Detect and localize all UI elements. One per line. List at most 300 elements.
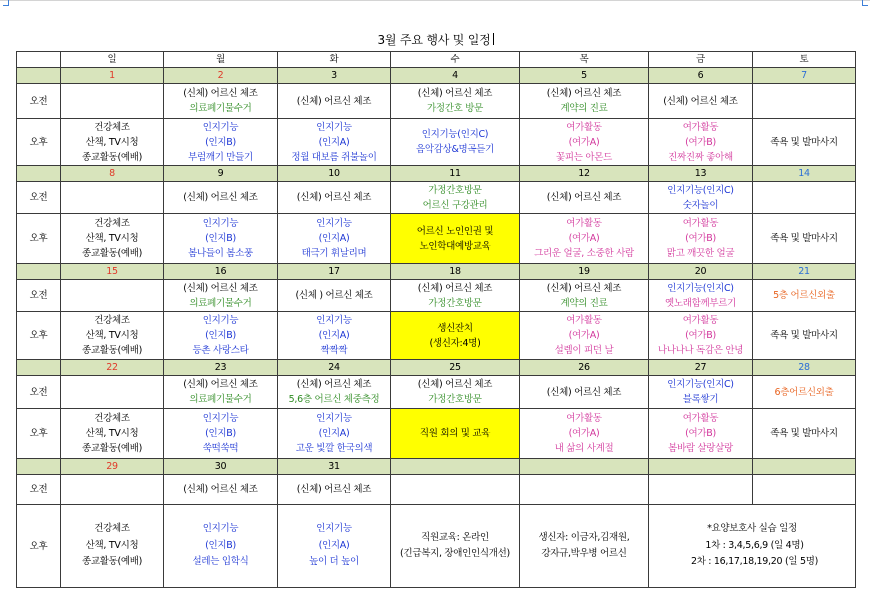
header-cell-sun[interactable] xyxy=(61,52,164,68)
schedule-line: 종교활동(예배) xyxy=(81,151,143,163)
am-row xyxy=(17,182,856,214)
date-number: 23 xyxy=(214,362,227,373)
schedule-line: (신체) 어르신 체조 xyxy=(296,95,372,107)
schedule-line: (신체) 어르신 체조 xyxy=(417,379,493,390)
date-number: 1 xyxy=(109,70,115,81)
schedule-line: (여가A) xyxy=(568,136,600,148)
day-of-week-label: 토 xyxy=(799,54,809,65)
time-label-cell[interactable] xyxy=(17,214,61,264)
schedule-line: 의료폐기물수거 xyxy=(189,394,252,405)
schedule-line: (인지A) xyxy=(318,428,350,439)
schedule-line: 건강체조 xyxy=(94,218,130,229)
schedule-line: 의료폐기물수거 xyxy=(189,297,252,309)
schedule-cell-fri-pm[interactable] xyxy=(649,214,753,264)
schedule-line: (인지B) xyxy=(205,233,236,244)
time-label-cell[interactable] xyxy=(17,182,61,214)
header-cell-sat[interactable] xyxy=(753,52,856,68)
schedule-line: 봄나들이 봄소풍 xyxy=(188,248,253,259)
schedule-cell-wed-pm[interactable] xyxy=(391,312,520,360)
schedule-line: (여가A) xyxy=(568,330,600,341)
date-cell-thu[interactable] xyxy=(520,459,649,475)
schedule-cell-sun-am[interactable] xyxy=(61,475,164,505)
schedule-line: 5층 어르신외출 xyxy=(773,290,835,301)
schedule-line: 인지기능 xyxy=(202,218,239,229)
schedule-cell-sun-am[interactable] xyxy=(61,84,164,119)
schedule-line: 인지기능 xyxy=(202,121,239,133)
schedule-cell-sat-am[interactable] xyxy=(753,376,856,409)
schedule-line: 어르신 노인인권 및 xyxy=(416,225,494,237)
date-number: 28 xyxy=(798,362,810,373)
date-cell-sun[interactable] xyxy=(61,68,164,84)
date-cell-fri[interactable] xyxy=(649,360,753,376)
schedule-line: 태극기 휘날리며 xyxy=(301,248,367,259)
schedule-line: (인지A) xyxy=(318,136,350,148)
schedule-line: 6층어르신외출 xyxy=(774,386,834,398)
schedule-cell-wed-am[interactable] xyxy=(391,280,520,312)
schedule-line: 설레는 입학식 xyxy=(192,556,249,568)
am-row xyxy=(17,475,856,505)
schedule-line: 종교활동(예배) xyxy=(81,345,143,356)
time-label: 오후 xyxy=(29,428,48,439)
schedule-cell-mon-am[interactable] xyxy=(164,475,278,505)
day-of-week-label: 월 xyxy=(216,54,225,65)
date-number: 21 xyxy=(798,266,810,277)
schedule-line: (여가A) xyxy=(568,233,600,244)
schedule-line: (신체) 어르신 체조 xyxy=(296,379,372,390)
schedule-line: 직원교육: 온라인 xyxy=(421,531,489,543)
am-row xyxy=(17,84,856,119)
date-cell-wed[interactable] xyxy=(391,264,520,280)
date-cell-wed[interactable] xyxy=(391,459,520,475)
schedule-line: 여가활동 xyxy=(566,413,602,424)
date-cell-sat[interactable] xyxy=(753,166,856,182)
time-label-cell[interactable] xyxy=(17,280,61,312)
date-number: 2 xyxy=(217,70,224,81)
date-number: 24 xyxy=(328,362,340,373)
date-row xyxy=(17,360,856,376)
schedule-line: 나나나나 독감은 안녕 xyxy=(657,345,744,356)
date-cell-sat[interactable] xyxy=(753,360,856,376)
schedule-cell-thu-pm[interactable] xyxy=(520,409,649,459)
schedule-line: 맑고 깨끗한 얼굴 xyxy=(666,248,735,259)
schedule-line: 인지기능 xyxy=(202,315,239,326)
date-number: 17 xyxy=(328,266,340,277)
schedule-line: 꽃피는 아몬드 xyxy=(556,151,612,163)
schedule-line: (여가B) xyxy=(685,233,716,244)
schedule-line: 강자규,박우병 어르신 xyxy=(541,548,627,559)
date-cell-fri[interactable] xyxy=(649,264,753,280)
schedule-cell-wed-am[interactable] xyxy=(391,182,520,214)
schedule-line: 내 삶의 사계절 xyxy=(554,443,614,454)
date-number: 4 xyxy=(452,70,458,81)
schedule-line: 여가활동 xyxy=(682,218,719,229)
schedule-cell-sat-pm[interactable] xyxy=(753,312,856,360)
schedule-cell-mon-am[interactable] xyxy=(164,376,278,409)
schedule-cell-tue-am[interactable] xyxy=(278,280,391,312)
schedule-cell-fri-am[interactable] xyxy=(649,475,753,505)
time-label-cell[interactable] xyxy=(17,409,61,459)
schedule-line: 인지기능(인지C) xyxy=(667,282,734,294)
schedule-line: 족욕 및 발마사지 xyxy=(770,233,838,244)
date-number: 30 xyxy=(214,461,227,472)
date-number: 27 xyxy=(694,362,707,373)
time-label-cell[interactable] xyxy=(17,312,61,360)
am-row xyxy=(17,280,856,312)
schedule-cell-mon-pm[interactable] xyxy=(164,312,278,360)
date-number: 3 xyxy=(331,70,337,81)
date-row xyxy=(17,459,856,475)
date-cell-fri[interactable] xyxy=(649,459,753,475)
date-cell-wed[interactable] xyxy=(391,68,520,84)
day-of-week-label: 목 xyxy=(579,54,589,65)
page-corner-marker-top-right xyxy=(862,0,868,6)
schedule-cell-wed-am[interactable] xyxy=(391,376,520,409)
date-cell-thu[interactable] xyxy=(520,68,649,84)
schedule-line: 그리운 얼굴, 소중한 사람 xyxy=(534,248,634,259)
schedule-cell-wed-pm[interactable] xyxy=(391,409,520,459)
schedule-cell-fri-pm[interactable] xyxy=(649,312,753,360)
date-cell-fri[interactable] xyxy=(649,68,753,84)
date-number: 22 xyxy=(106,362,118,373)
schedule-cell-sun-pm[interactable] xyxy=(61,505,164,588)
schedule-line: 건강체조 xyxy=(94,121,130,133)
schedule-line: (여가B) xyxy=(685,136,716,148)
schedule-cell-fri-am[interactable] xyxy=(649,84,753,119)
schedule-line: 인지기능 xyxy=(202,413,239,424)
text-cursor xyxy=(493,33,494,45)
schedule-line: (인지A) xyxy=(318,539,350,551)
schedule-line: (신체) 어르신 체조 xyxy=(183,282,258,294)
date-cell-mon[interactable] xyxy=(164,459,278,475)
schedule-cell-fri-am[interactable] xyxy=(649,376,753,409)
time-label: 오전 xyxy=(29,95,48,107)
schedule-line: (인지B) xyxy=(205,539,236,551)
date-cell-tue[interactable] xyxy=(278,459,391,475)
schedule-cell-sat-am[interactable] xyxy=(753,84,856,119)
date-cell-sat[interactable] xyxy=(753,264,856,280)
schedule-line: (여가B) xyxy=(685,428,716,439)
schedule-line: 설렘이 피던 날 xyxy=(554,345,614,356)
schedule-line: 족욕 및 발마사지 xyxy=(770,330,838,341)
schedule-line: 고운 빛깔 한국의색 xyxy=(295,443,373,454)
date-number: 29 xyxy=(106,461,118,472)
schedule-line: (신체) 어르신 체조 xyxy=(296,192,372,203)
date-cell-mon[interactable] xyxy=(164,166,278,182)
schedule-cell-thu-am[interactable] xyxy=(520,475,649,505)
pm-row xyxy=(17,214,856,264)
schedule-cell-thu-pm[interactable] xyxy=(520,119,649,166)
time-label: 오전 xyxy=(29,290,48,301)
date-cell-wed[interactable] xyxy=(391,166,520,182)
schedule-line: 산책, TV시청 xyxy=(85,330,139,341)
date-row-label-cell[interactable] xyxy=(17,166,61,182)
schedule-line: 인지기능(인지C) xyxy=(421,129,489,140)
schedule-cell-sun-am[interactable] xyxy=(61,376,164,409)
date-number: 19 xyxy=(578,266,590,277)
schedule-cell-sun-pm[interactable] xyxy=(61,409,164,459)
time-label-cell[interactable] xyxy=(17,84,61,119)
schedule-line: 봄바람 살랑살랑 xyxy=(668,443,733,454)
schedule-line: 여가활동 xyxy=(566,121,602,133)
schedule-cell-thu-pm[interactable] xyxy=(520,214,649,264)
schedule-line: 쑥떡쑥떡 xyxy=(202,443,239,454)
schedule-cell-mon-pm[interactable] xyxy=(164,505,278,588)
schedule-line: 의료폐기물수거 xyxy=(189,103,252,114)
schedule-cell-tue-am[interactable] xyxy=(278,84,391,119)
schedule-line: (긴급복지, 장애인인식개선) xyxy=(400,548,510,559)
schedule-line: (신체) 어르신 체조 xyxy=(183,192,258,203)
schedule-line: (신체) 어르신 체조 xyxy=(546,386,622,398)
schedule-line: (신체) 어르신 체조 xyxy=(296,484,372,495)
schedule-line: 인지기능 xyxy=(202,523,239,535)
schedule-line: 인지기능 xyxy=(316,315,352,326)
schedule-line: 종교활동(예배) xyxy=(81,443,143,454)
time-label: 오전 xyxy=(29,386,48,398)
header-cell-fri[interactable] xyxy=(649,52,753,68)
schedule-cell-thu-am[interactable] xyxy=(520,84,649,119)
schedule-line: (신체) 어르신 체조 xyxy=(183,379,258,390)
date-row-label-cell[interactable] xyxy=(17,459,61,475)
schedule-cell-tue-am[interactable] xyxy=(278,475,391,505)
header-cell-mon[interactable] xyxy=(164,52,278,68)
schedule-line: 옛노래함께부르기 xyxy=(664,297,737,309)
date-cell-mon[interactable] xyxy=(164,68,278,84)
schedule-line: 산책, TV시청 xyxy=(85,539,139,551)
schedule-cell-mon-am[interactable] xyxy=(164,182,278,214)
date-cell-tue[interactable] xyxy=(278,166,391,182)
schedule-line: 가정간호방문 xyxy=(428,297,482,309)
schedule-line: (여가B) xyxy=(685,330,716,341)
date-cell-sun[interactable] xyxy=(61,264,164,280)
schedule-line: (신체) 어르신 체조 xyxy=(546,88,622,99)
schedule-line: (여가A) xyxy=(568,428,600,439)
date-number: 20 xyxy=(694,266,707,277)
schedule-cell-wed-pm[interactable] xyxy=(391,119,520,166)
schedule-cell-sun-am[interactable] xyxy=(61,182,164,214)
date-cell-wed[interactable] xyxy=(391,360,520,376)
schedule-line: 블록쌓기 xyxy=(682,394,719,405)
time-label: 오전 xyxy=(29,484,48,495)
schedule-line: (인지B) xyxy=(205,330,236,341)
pm-row xyxy=(17,505,856,588)
pm-row xyxy=(17,312,856,360)
time-label: 오후 xyxy=(29,330,48,341)
schedule-line: 등촌 사랑스타 xyxy=(192,345,249,356)
schedule-line: 여가활동 xyxy=(566,315,602,326)
schedule-cell-thu-am[interactable] xyxy=(520,182,649,214)
schedule-line: 생신잔치 xyxy=(437,322,473,334)
schedule-line: (인지B) xyxy=(205,428,236,439)
schedule-cell-fri-am[interactable] xyxy=(649,182,753,214)
header-row xyxy=(17,52,856,68)
date-cell-sat[interactable] xyxy=(753,459,856,475)
date-row-label-cell[interactable] xyxy=(17,264,61,280)
schedule-cell-sun-am[interactable] xyxy=(61,280,164,312)
schedule-cell-thu-am[interactable] xyxy=(520,376,649,409)
pm-row xyxy=(17,119,856,166)
schedule-line: 산책, TV시청 xyxy=(85,233,139,244)
date-number: 14 xyxy=(798,168,810,179)
schedule-line: 진짜진짜 좋아해 xyxy=(668,151,733,163)
date-number: 15 xyxy=(106,266,118,277)
schedule-line: 종교활동(예배) xyxy=(81,556,143,568)
schedule-line: 인지기능 xyxy=(316,121,352,133)
date-cell-tue[interactable] xyxy=(278,360,391,376)
schedule-cell-sat-am[interactable] xyxy=(753,475,856,505)
schedule-cell-thu-pm[interactable] xyxy=(520,312,649,360)
page-corner-marker-top-left xyxy=(3,0,9,6)
schedule-cell-mon-pm[interactable] xyxy=(164,119,278,166)
schedule-table xyxy=(16,51,856,588)
schedule-cell-sun-pm[interactable] xyxy=(61,312,164,360)
schedule-line: 짝짝짝 xyxy=(320,345,348,356)
schedule-line: 가정간호방문 xyxy=(428,394,482,405)
schedule-cell-wed-pm[interactable] xyxy=(391,505,520,588)
schedule-cell-tue-pm[interactable] xyxy=(278,409,391,459)
header-cell-thu[interactable] xyxy=(520,52,649,68)
date-cell-sat[interactable] xyxy=(753,68,856,84)
header-cell-tue[interactable] xyxy=(278,52,391,68)
schedule-line: 족욕 및 발마사지 xyxy=(770,428,838,439)
date-cell-mon[interactable] xyxy=(164,264,278,280)
schedule-line: (신체) 어르신 체조 xyxy=(663,95,738,107)
schedule-line: (신체) 어르신 체조 xyxy=(546,192,622,203)
schedule-cell-fri-am[interactable] xyxy=(649,280,753,312)
date-number: 18 xyxy=(449,266,461,277)
date-number: 25 xyxy=(449,362,461,373)
time-label-cell[interactable] xyxy=(17,505,61,588)
date-cell-tue[interactable] xyxy=(278,264,391,280)
header-corner-cell[interactable] xyxy=(17,52,61,68)
schedule-line: 계약의 진료 xyxy=(560,297,608,309)
schedule-cell-wed-am[interactable] xyxy=(391,475,520,505)
day-of-week-label: 화 xyxy=(329,54,339,65)
schedule-line: 인지기능 xyxy=(316,413,352,424)
schedule-line: 여가활동 xyxy=(682,121,719,133)
schedule-line: 가정간호방문 xyxy=(428,184,482,196)
schedule-cell-wed-pm[interactable] xyxy=(391,214,520,264)
time-label: 오후 xyxy=(29,136,48,148)
schedule-cell-sat-am[interactable] xyxy=(753,280,856,312)
schedule-line: 계약의 진료 xyxy=(560,103,608,114)
date-row xyxy=(17,166,856,182)
day-of-week-label: 금 xyxy=(696,54,705,65)
schedule-line: 5,6층 어르신 체중측정 xyxy=(288,394,380,405)
schedule-cell-sun-pm[interactable] xyxy=(61,214,164,264)
date-row-label-cell[interactable] xyxy=(17,360,61,376)
schedule-line: 족욕 및 발마사지 xyxy=(770,136,838,148)
schedule-line: 인지기능 xyxy=(316,523,352,535)
time-label: 오전 xyxy=(29,192,48,203)
schedule-line: (생신자:4명) xyxy=(429,337,481,349)
schedule-line: (신체) 어르신 체조 xyxy=(417,88,493,99)
date-row-label-cell[interactable] xyxy=(17,68,61,84)
schedule-line: 여가활동 xyxy=(566,218,602,229)
date-cell-fri[interactable] xyxy=(649,166,753,182)
schedule-line: 종교활동(예배) xyxy=(81,248,143,259)
date-cell-mon[interactable] xyxy=(164,360,278,376)
schedule-cell-sat-pm[interactable] xyxy=(753,409,856,459)
schedule-cell-tue-am[interactable] xyxy=(278,182,391,214)
date-cell-thu[interactable] xyxy=(520,166,649,182)
schedule-line: 어르신 구강관리 xyxy=(422,199,488,211)
schedule-cell-fri-pm[interactable] xyxy=(649,119,753,166)
schedule-cell-sat-pm[interactable] xyxy=(753,214,856,264)
date-cell-thu[interactable] xyxy=(520,264,649,280)
schedule-line: 1차 : 3,4,5,6,9 (일 4명) xyxy=(705,539,804,551)
schedule-line: (신체) 어르신 체조 xyxy=(417,282,493,294)
date-number: 13 xyxy=(694,168,707,179)
schedule-cell-wed-am[interactable] xyxy=(391,84,520,119)
schedule-cell-tue-am[interactable] xyxy=(278,376,391,409)
date-cell-sun[interactable] xyxy=(61,360,164,376)
schedule-cell-mon-am[interactable] xyxy=(164,84,278,119)
schedule-cell-mon-am[interactable] xyxy=(164,280,278,312)
date-cell-tue[interactable] xyxy=(278,68,391,84)
date-number: 5 xyxy=(581,70,587,81)
schedule-cell-thu-am[interactable] xyxy=(520,280,649,312)
schedule-line: 음악감상&명곡듣기 xyxy=(415,144,495,155)
schedule-cell-mon-pm[interactable] xyxy=(164,409,278,459)
schedule-cell-tue-pm[interactable] xyxy=(278,505,391,588)
date-number: 10 xyxy=(328,168,340,179)
time-label: 오후 xyxy=(29,540,48,552)
schedule-cell-sat-am[interactable] xyxy=(753,182,856,214)
schedule-cell-fri-pm[interactable] xyxy=(649,409,753,459)
schedule-cell-tue-pm[interactable] xyxy=(278,312,391,360)
schedule-cell-tue-pm[interactable] xyxy=(278,119,391,166)
date-cell-thu[interactable] xyxy=(520,360,649,376)
date-number: 31 xyxy=(328,461,340,472)
day-of-week-label: 수 xyxy=(450,54,460,65)
schedule-line: (인지A) xyxy=(318,330,350,341)
schedule-line: 건강체조 xyxy=(94,413,130,424)
schedule-line: 생신자: 이금자,김재원, xyxy=(538,531,630,543)
schedule-line: (신체 ) 어르신 체조 xyxy=(295,290,373,301)
schedule-line: 부럼깨기 만들기 xyxy=(188,151,253,163)
time-label-cell[interactable] xyxy=(17,376,61,409)
schedule-line: 건강체조 xyxy=(94,315,130,326)
pm-row xyxy=(17,409,856,459)
schedule-cell-sat-pm[interactable] xyxy=(753,119,856,166)
schedule-line: 정월 대보름 쥐불놀이 xyxy=(291,151,377,163)
page-top-edge xyxy=(0,0,870,1)
time-label-cell[interactable] xyxy=(17,475,61,505)
schedule-cell-tue-pm[interactable] xyxy=(278,214,391,264)
schedule-line: 여가활동 xyxy=(682,413,719,424)
document-title-paragraph[interactable] xyxy=(16,29,855,45)
date-number: 8 xyxy=(109,168,115,179)
schedule-line: 인지기능(인지C) xyxy=(667,379,734,390)
schedule-line: 높이 더 높이 xyxy=(309,556,359,568)
time-label-cell[interactable] xyxy=(17,119,61,166)
schedule-cell-thu-pm[interactable] xyxy=(520,505,649,588)
schedule-line: (인지B) xyxy=(205,136,236,148)
date-cell-sun[interactable] xyxy=(61,459,164,475)
date-cell-sun[interactable] xyxy=(61,166,164,182)
schedule-line: 숫자놀이 xyxy=(682,199,719,211)
schedule-note-cell-pm[interactable] xyxy=(649,505,856,588)
header-cell-wed[interactable] xyxy=(391,52,520,68)
schedule-line: 노인학대예방교육 xyxy=(419,240,491,252)
date-number: 16 xyxy=(214,266,227,277)
schedule-line: (신체) 어르신 체조 xyxy=(183,88,258,99)
schedule-cell-mon-pm[interactable] xyxy=(164,214,278,264)
schedule-cell-sun-pm[interactable] xyxy=(61,119,164,166)
schedule-line: 인지기능(인지C) xyxy=(667,184,734,196)
schedule-line: (신체) 어르신 체조 xyxy=(183,484,258,495)
schedule-line: 산책, TV시청 xyxy=(85,136,139,148)
